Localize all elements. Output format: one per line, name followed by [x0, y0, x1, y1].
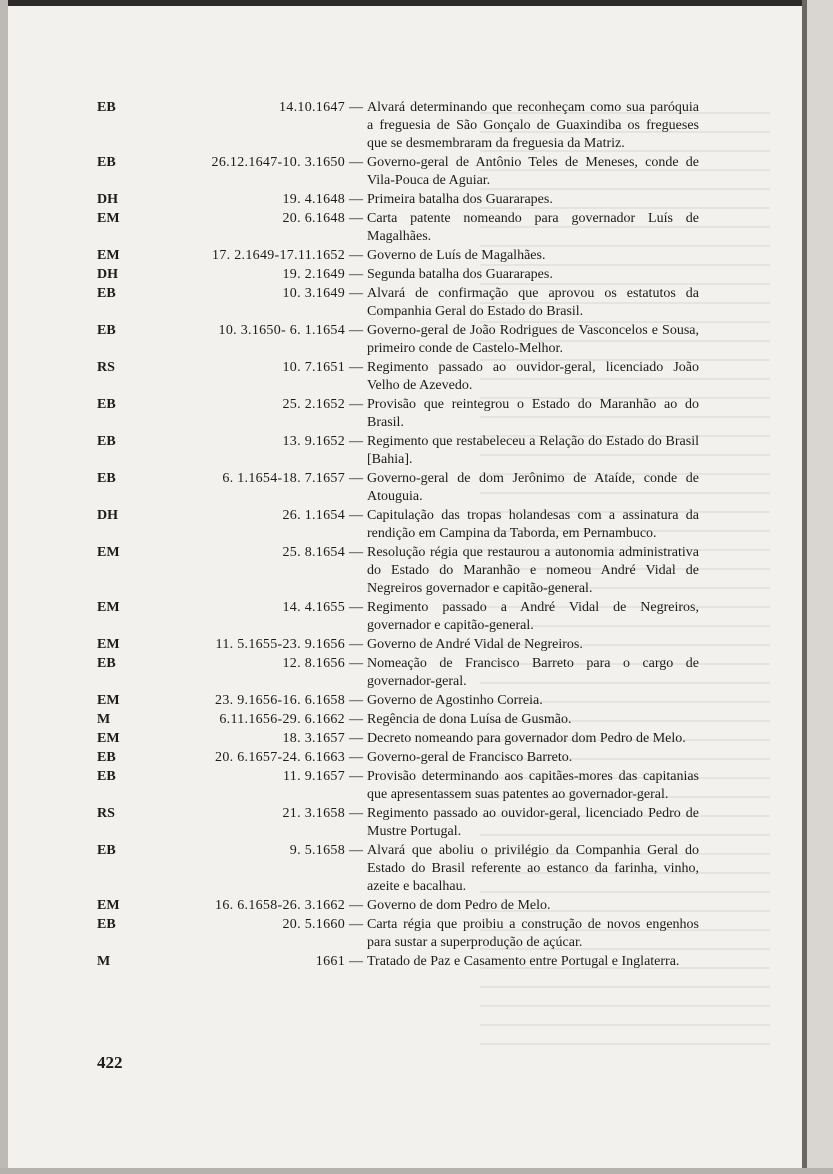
entry-dash: — — [349, 693, 363, 708]
entry-dash: — — [349, 843, 363, 858]
chronology-entry — [97, 842, 699, 896]
source-code: EM — [97, 731, 120, 746]
entry-dash: — — [349, 508, 363, 523]
source-code: EM — [97, 898, 120, 913]
scan-bottom-edge — [0, 1168, 833, 1174]
scan-left-edge — [0, 0, 8, 1174]
chronology-entry — [97, 897, 699, 915]
source-code: EB — [97, 155, 116, 170]
source-code: EM — [97, 637, 120, 652]
source-code: EB — [97, 286, 116, 301]
chronology-entry — [97, 599, 699, 635]
chronology-entry — [97, 711, 699, 729]
entry-description: Governo de Agostinho Correia. — [367, 693, 543, 708]
entry-dash: — — [349, 211, 363, 226]
entry-date: 16. 6.1658-26. 3.1662 — [215, 898, 345, 913]
entry-dash: — — [349, 898, 363, 913]
entry-description: Governo-geral de Francisco Barreto. — [367, 750, 573, 765]
entry-description: Regimento passado ao ouvidor-geral, licenciado João Velho de Azevedo. — [367, 360, 699, 393]
entry-description: Carta patente nomeando para governador Luís de Magalhães. — [367, 211, 699, 244]
entry-dash: — — [349, 769, 363, 784]
entry-description: Governo de dom Pedro de Melo. — [367, 898, 551, 913]
chronology-entry — [97, 396, 699, 432]
entry-date: 10. 7.1651 — [282, 360, 345, 375]
page-number: 422 — [97, 1053, 123, 1072]
source-code: DH — [97, 508, 118, 523]
source-code: M — [97, 954, 111, 969]
source-code: EB — [97, 769, 116, 784]
entry-dash: — — [349, 731, 363, 746]
entry-date: 14.10.1647 — [279, 100, 345, 115]
entry-dash: — — [349, 155, 363, 170]
source-code: EB — [97, 843, 116, 858]
entry-date: 18. 3.1657 — [282, 731, 345, 746]
chronology-entry — [97, 692, 699, 710]
entry-dash: — — [349, 323, 363, 338]
chronology-entry — [97, 470, 699, 506]
entry-description: Governo de Luís de Magalhães. — [367, 248, 546, 263]
chronology-entry — [97, 154, 699, 190]
entry-description: Regimento passado a André Vidal de Negreiros, governador e capitão-general. — [367, 600, 699, 633]
source-code: EB — [97, 917, 116, 932]
entry-description: Segunda batalha dos Guararapes. — [367, 267, 553, 282]
entry-date: 12. 8.1656 — [282, 656, 345, 671]
entry-date: 6.11.1656-29. 6.1662 — [219, 712, 345, 727]
source-code: M — [97, 712, 111, 727]
chronology-entry — [97, 285, 699, 321]
chronology-entry — [97, 507, 699, 543]
entry-dash: — — [349, 100, 363, 115]
entry-date: 11. 5.1655-23. 9.1656 — [215, 637, 345, 652]
entry-dash: — — [349, 712, 363, 727]
source-code: EB — [97, 397, 116, 412]
chronology-entry — [97, 749, 699, 767]
source-code: EM — [97, 248, 120, 263]
entry-date: 19. 4.1648 — [282, 192, 345, 207]
entry-date: 14. 4.1655 — [282, 600, 345, 615]
chronology-entry — [97, 433, 699, 469]
source-code: EM — [97, 600, 120, 615]
entry-date: 26. 1.1654 — [282, 508, 345, 523]
entry-date: 1661 — [315, 954, 345, 969]
entry-date: 10. 3.1650- 6. 1.1654 — [218, 323, 345, 338]
entry-description: Governo-geral de João Rodrigues de Vasconcelos e Sousa, primeiro conde de Castelo-Melhor. — [367, 323, 699, 356]
source-code: EB — [97, 750, 116, 765]
entry-dash: — — [349, 434, 363, 449]
source-code: EB — [97, 471, 116, 486]
entry-description: Tratado de Paz e Casamento entre Portugal e Inglaterra. — [367, 954, 680, 969]
entry-dash: — — [349, 286, 363, 301]
scan-top-edge — [0, 0, 833, 6]
entry-description: Alvará que aboliu o privilégio da Companhia Geral do Estado do Brasil referente ao estanco da farinha, vinho, azeite e bacalhau. — [367, 843, 699, 894]
entry-date: 21. 3.1658 — [282, 806, 345, 821]
source-code: DH — [97, 192, 118, 207]
chronology-entry — [97, 953, 699, 971]
entry-description: Resolução régia que restaurou a autonomia administrativa do Estado do Maranhão e nomeou André Vidal de Negreiros governador e capitão-general. — [367, 545, 699, 596]
entry-dash: — — [349, 248, 363, 263]
entry-dash: — — [349, 397, 363, 412]
entry-dash: — — [349, 192, 363, 207]
entry-date: 9. 5.1658 — [289, 843, 345, 858]
entry-date: 25. 2.1652 — [282, 397, 345, 412]
entry-description: Regimento que restabeleceu a Relação do Estado do Brasil [Bahia]. — [367, 434, 699, 467]
entry-dash: — — [349, 750, 363, 765]
chronology-entry — [97, 636, 699, 654]
entry-description: Governo-geral de Antônio Teles de Meneses, conde de Vila-Pouca de Aguiar. — [367, 155, 699, 188]
source-code: RS — [97, 806, 115, 821]
entry-date: 11. 9.1657 — [283, 769, 345, 784]
chronology-entry — [97, 266, 699, 284]
chronology-entry — [97, 99, 699, 153]
entry-description: Primeira batalha dos Guararapes. — [367, 192, 553, 207]
entry-description: Alvará determinando que reconheçam como sua paróquia a freguesia de São Gonçalo de Guaxindiba os fregueses que se desmembraram da freguesia da Matriz. — [367, 100, 699, 151]
chronology-entry — [97, 322, 699, 358]
entry-dash: — — [349, 637, 363, 652]
entry-date: 13. 9.1652 — [282, 434, 345, 449]
entry-dash: — — [349, 600, 363, 615]
entry-date: 26.12.1647-10. 3.1650 — [211, 155, 345, 170]
entry-date: 19. 2.1649 — [282, 267, 345, 282]
entry-description: Nomeação de Francisco Barreto para o cargo de governador-geral. — [367, 656, 699, 689]
entry-dash: — — [349, 917, 363, 932]
source-code: EB — [97, 100, 116, 115]
entry-description: Regimento passado ao ouvidor-geral, licenciado Pedro de Mustre Portugal. — [367, 806, 699, 839]
entry-description: Governo de André Vidal de Negreiros. — [367, 637, 583, 652]
entry-dash: — — [349, 806, 363, 821]
entry-description: Governo-geral de dom Jerônimo de Ataíde, conde de Atouguia. — [367, 471, 699, 504]
entry-date: 10. 3.1649 — [282, 286, 345, 301]
entry-date: 23. 9.1656-16. 6.1658 — [215, 693, 345, 708]
chronology-entry — [97, 805, 699, 841]
chronology-entry — [97, 210, 699, 246]
entry-date: 6. 1.1654-18. 7.1657 — [222, 471, 345, 486]
chronology-entry — [97, 359, 699, 395]
entry-dash: — — [349, 360, 363, 375]
entry-date: 17. 2.1649-17.11.1652 — [212, 248, 345, 263]
entry-description: Regência de dona Luísa de Gusmão. — [367, 712, 572, 727]
scan-right-binding-shadow — [802, 0, 807, 1174]
source-code: EM — [97, 693, 120, 708]
source-code: DH — [97, 267, 118, 282]
entry-date: 20. 6.1657-24. 6.1663 — [215, 750, 345, 765]
chronology-entry — [97, 655, 699, 691]
entry-date: 25. 8.1654 — [282, 545, 345, 560]
entry-dash: — — [349, 545, 363, 560]
entry-description: Provisão que reintegrou o Estado do Maranhão ao do Brasil. — [367, 397, 699, 430]
source-code: EM — [97, 211, 120, 226]
entry-dash: — — [349, 954, 363, 969]
chronology-entry — [97, 544, 699, 598]
entry-dash: — — [349, 267, 363, 282]
chronology-entry — [97, 916, 699, 952]
entry-description: Capitulação das tropas holandesas com a assinatura da rendição em Campina da Taborda, em Pernambuco. — [367, 508, 699, 541]
entry-date: 20. 6.1648 — [282, 211, 345, 226]
entry-dash: — — [349, 471, 363, 486]
source-code: EM — [97, 545, 120, 560]
entry-description: Alvará de confirmação que aprovou os estatutos da Companhia Geral do Estado do Brasil. — [367, 286, 699, 319]
chronology-entry — [97, 191, 699, 209]
chronology-entry — [97, 730, 699, 748]
entry-description: Carta régia que proibiu a construção de novos engenhos para sustar a superprodução de açúcar. — [367, 917, 699, 950]
entry-description: Provisão determinando aos capitães-mores das capitanias que apresentassem suas patentes ao governador-geral. — [367, 769, 699, 802]
scan-right-edge — [803, 0, 833, 1174]
source-code: EB — [97, 323, 116, 338]
source-code: EB — [97, 434, 116, 449]
chronology-entry — [97, 768, 699, 804]
entry-date: 20. 5.1660 — [282, 917, 345, 932]
source-code: RS — [97, 360, 115, 375]
chronology-entry — [97, 247, 699, 265]
entry-dash: — — [349, 656, 363, 671]
chronology-list — [97, 99, 699, 972]
entry-description: Decreto nomeando para governador dom Pedro de Melo. — [367, 731, 686, 746]
source-code: EB — [97, 656, 116, 671]
